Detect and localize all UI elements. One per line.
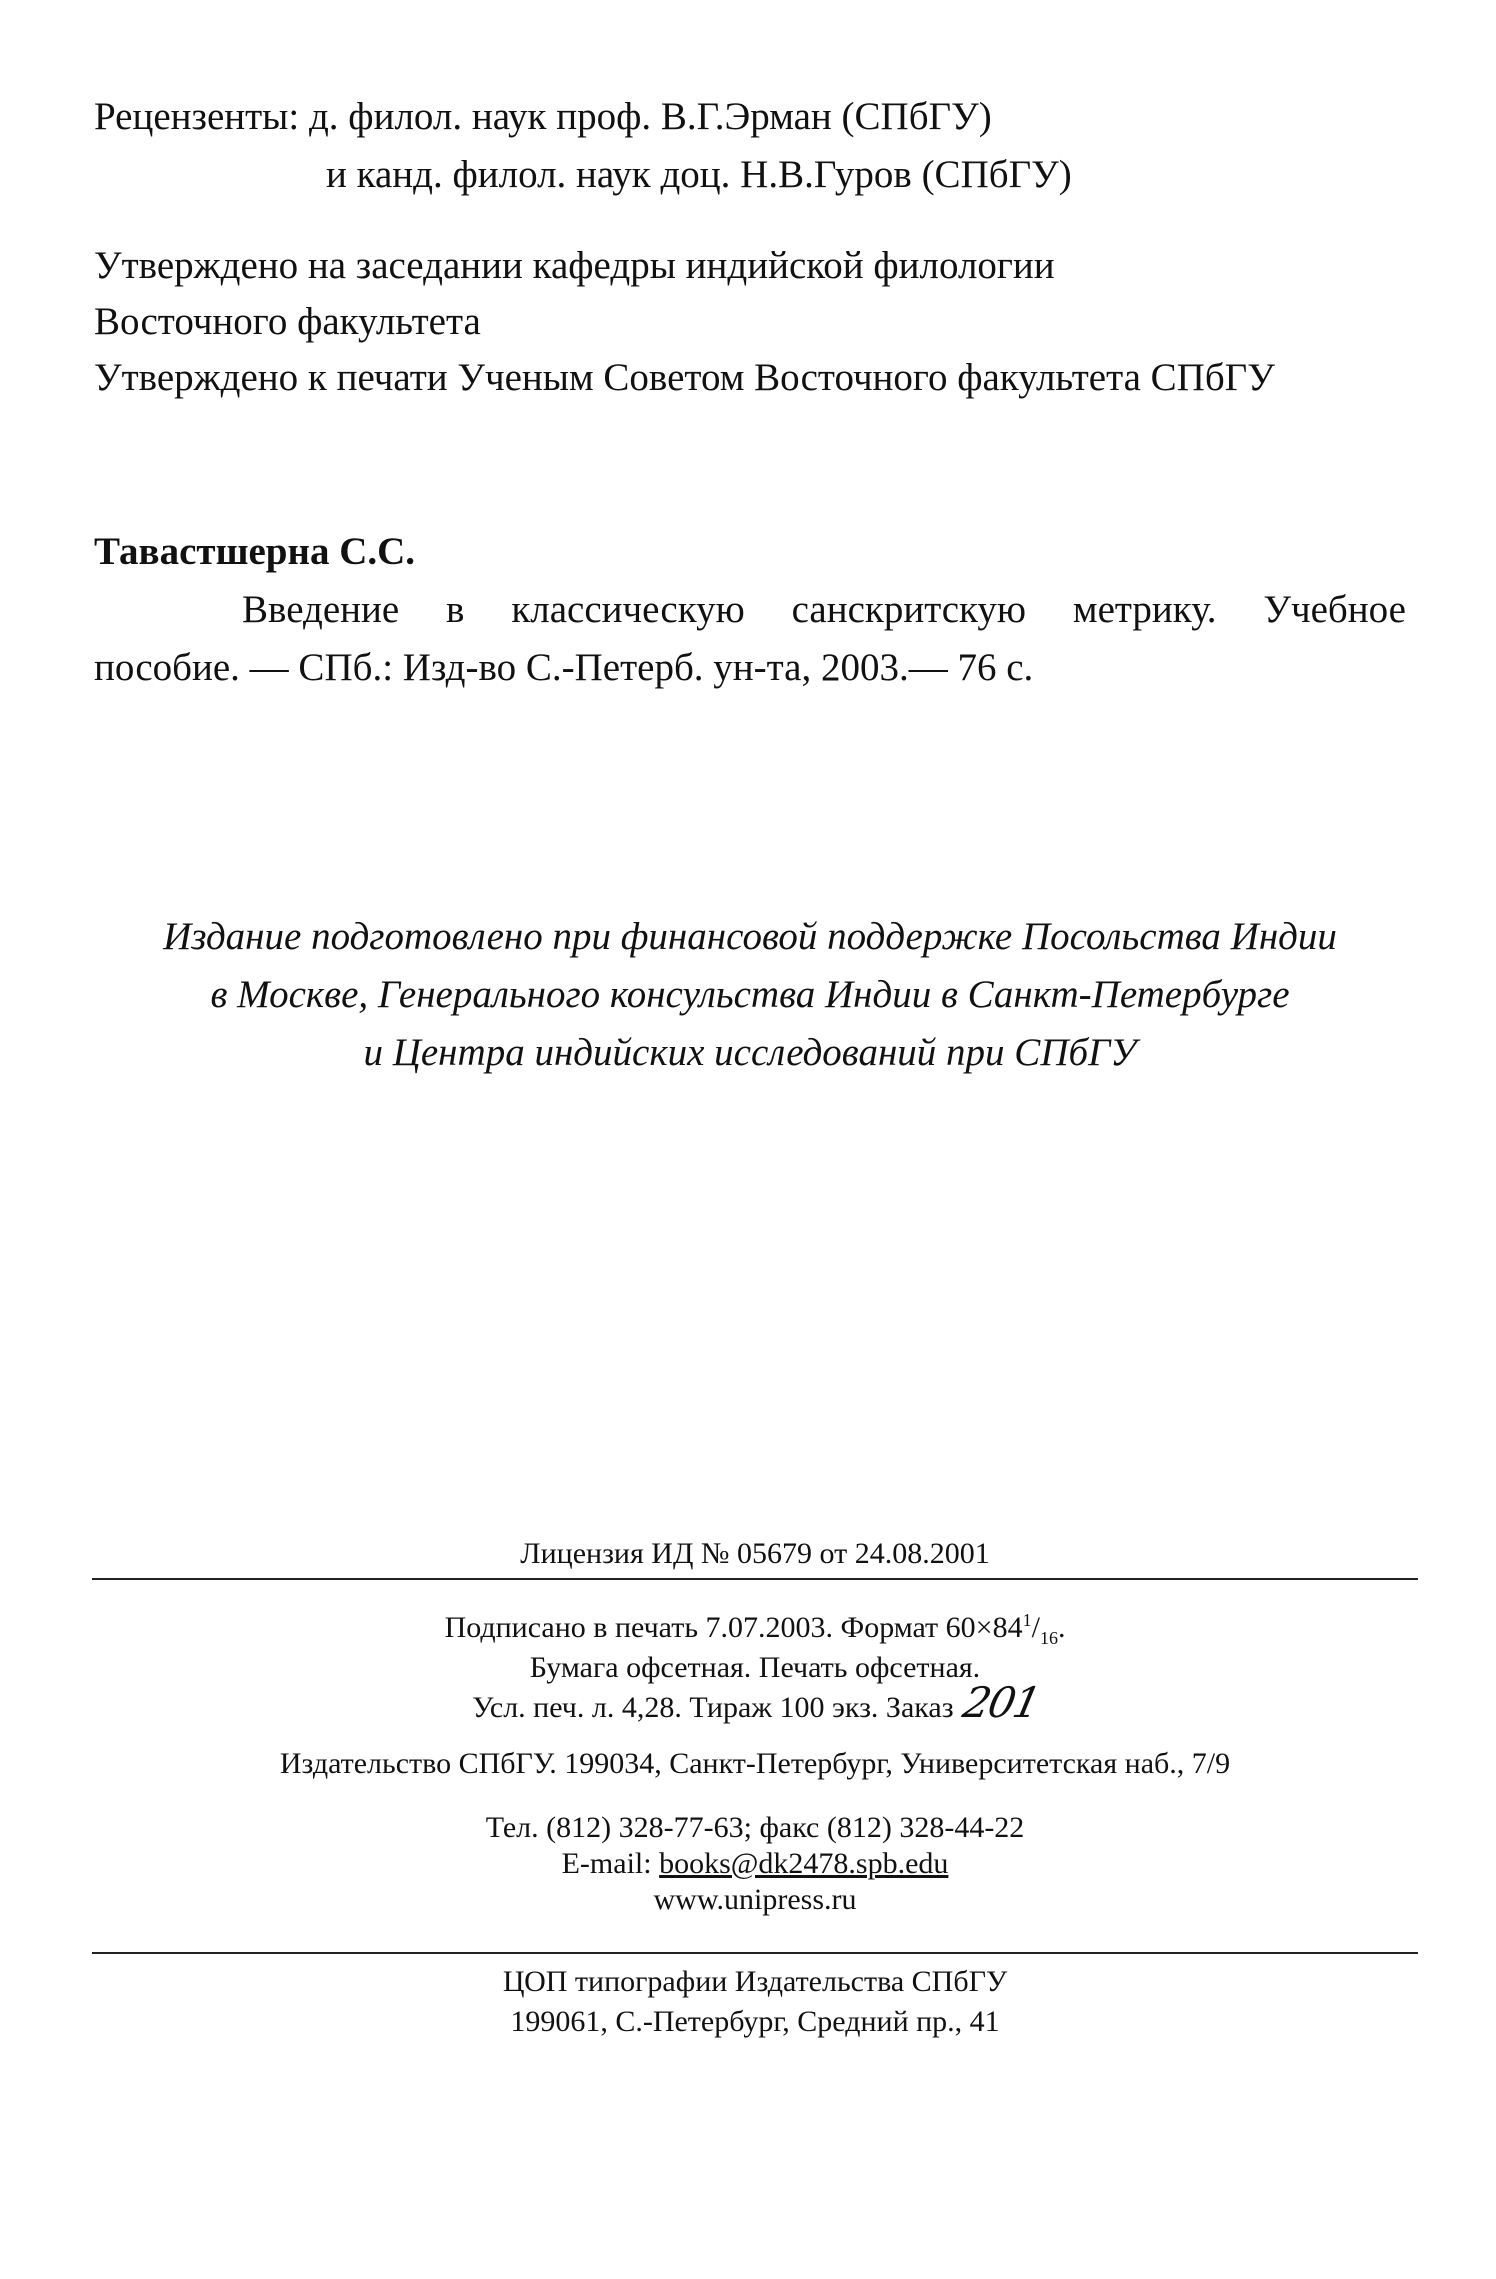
format-numerator: 1 [1022, 1610, 1032, 1630]
desc-word: в [446, 588, 465, 631]
approval-line-2: Восточного факультета [94, 300, 481, 343]
signed-prefix: Подписано в печать 7.07.2003. Формат 60×84 [444, 1611, 1023, 1644]
format-slash: / [1031, 1611, 1040, 1644]
phone-line: Тел. (812) 328-77-63; факс (812) 328-44-22 [485, 1811, 1025, 1844]
approval-block [94, 238, 1275, 406]
book-description-line-1 [94, 581, 1406, 639]
print-info-block [90, 1608, 1420, 1728]
printshop-address: 199061, С.-Петербург, Средний пр., 41 [510, 2005, 1000, 2038]
printshop-block [90, 1962, 1420, 2042]
sponsor-line-1: Издание подготовлено при финансовой поддержке Посольства Индии [163, 915, 1337, 958]
desc-word: санскритскую [791, 588, 1027, 631]
approval-line-1: Утверждено на заседании кафедры индийской филологии [94, 244, 1055, 287]
format-denominator: 16 [1039, 1628, 1058, 1648]
book-author: Тавастшерна С.С. [94, 530, 416, 573]
signed-suffix: . [1057, 1611, 1066, 1644]
email-label: E-mail: [561, 1847, 660, 1880]
publisher-address: Издательство СПбГУ. 199034, Санкт-Петербург, Университетская наб., 7/9 [279, 1747, 1231, 1780]
desc-word: классическую [511, 588, 745, 631]
reviewers-line-2: и канд. филол. наук доц. Н.В.Гуров (СПбГУ) [326, 153, 1072, 196]
sponsor-line-3: и Центра индийских исследований при СПбГУ [363, 1031, 1137, 1074]
signed-line [90, 1608, 1420, 1648]
desc-word: метрику. [1072, 588, 1217, 631]
desc-word: Учебное [1263, 588, 1406, 631]
desc-word: Введение [242, 588, 400, 631]
website-line: www.unipress.ru [653, 1883, 857, 1916]
printshop-name: ЦОП типографии Издательства СПбГУ [502, 1965, 1008, 1998]
contacts-block [90, 1810, 1420, 1918]
approval-line-3: Утверждено к печати Ученым Советом Восточного факультета СПбГУ [94, 356, 1275, 399]
email-line [90, 1846, 1420, 1882]
reviewers-line-1: Рецензенты: д. филол. наук проф. В.Г.Эрман (СПбГУ) [94, 95, 992, 138]
reviewers-block [94, 88, 1072, 204]
sponsorship-note [94, 908, 1406, 1082]
print-sheets-line [90, 1678, 1420, 1728]
license-line: Лицензия ИД № 05679 от 24.08.2001 [520, 1537, 990, 1570]
book-description-line-2: пособие. — СПб.: Изд-во С.-Петерб. ун-та, 2003.— 76 с. [94, 646, 1034, 689]
print-sheets-text: Усл. печ. л. 4,28. Тираж 100 экз. Заказ [472, 1691, 954, 1724]
bibliographic-entry [94, 523, 1406, 697]
sponsor-line-2: в Москве, Генерального консульства Индии в Санкт-Петербурге [210, 973, 1290, 1016]
divider-top [92, 1578, 1418, 1580]
divider-bottom [92, 1952, 1418, 1954]
handwritten-order-number: 201 [958, 1678, 1044, 1727]
email-link[interactable]: books@dk2478.spb.edu [659, 1847, 949, 1880]
paper-line: Бумага офсетная. Печать офсетная. [529, 1651, 981, 1684]
